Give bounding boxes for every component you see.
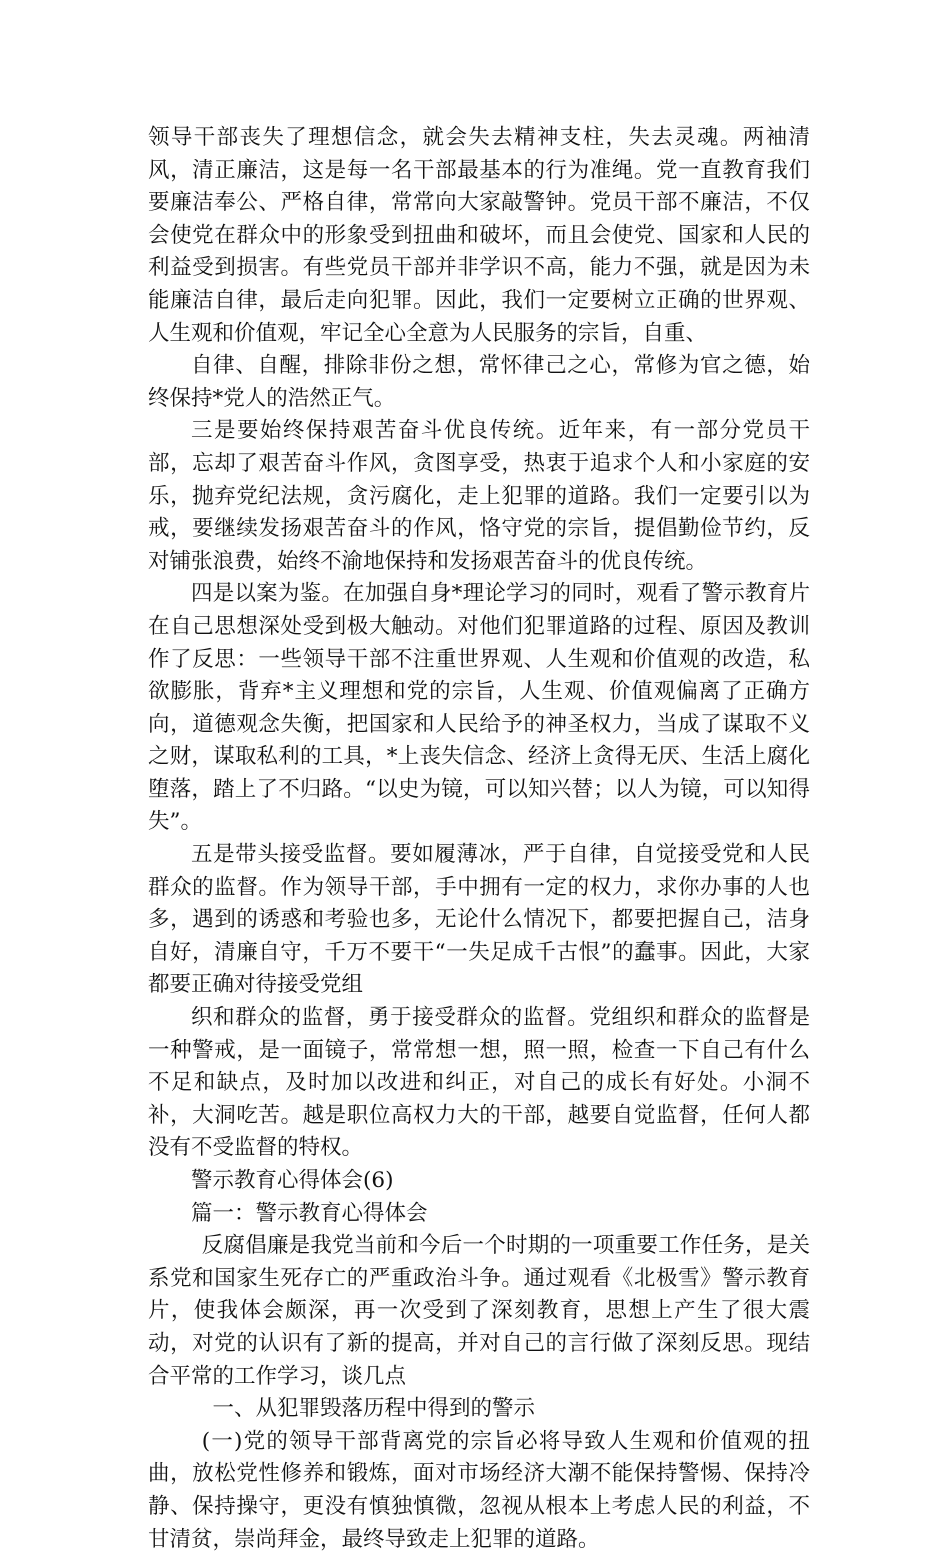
article-title: 篇一：警示教育心得体会 <box>191 1200 428 1226</box>
paragraph-1: 领导干部丧失了理想信念，就会失去精神支柱，失去灵魂。两袖清风，清正廉洁，这是每一名干部最基本的行为准绳。党一直教育我们要廉洁奉公、严格自律，常常向大家敲警钟。党员干部不廉洁，不仅会使党在群众中的形象受到扭曲和破坏，而且会使党、国家和人民的利益受到损害。有些党员干部并非学识不高，能力不强，就是因为未能廉洁自律，最后走向犯罪。因此，我们一定要树立正确的世界观、人生观和价值观，牢记全心全意为人民服务的宗旨，自重、 <box>148 125 810 346</box>
document-body <box>148 122 810 1556</box>
paragraph-3: 三是要始终保持艰苦奋斗优良传统。近年来，有一部分党员干部，忘却了艰苦奋斗作风，贪图享受，热衷于追求个人和小家庭的安乐，抛弃党纪法规，贪污腐化，走上犯罪的道路。我们一定要引以为戒，要继续发扬艰苦奋斗的作风，恪守党的宗旨，提倡勤俭节约，反对铺张浪费，始终不渝地保持和发扬艰苦奋斗的优良传统。 <box>148 418 810 574</box>
paragraph-5: 五是带头接受监督。要如履薄冰，严于自律，自觉接受党和人民群众的监督。作为领导干部，手中拥有一定的权力，求你办事的人也多，遇到的诱惑和考验也多，无论什么情况下，都要把握自己，洁身自好，清廉自守，千万不要干“一失足成千古恨”的蠢事。因此，大家都要正确对待接受党组 <box>148 842 810 998</box>
section-title: 警示教育心得体会(6) <box>191 1168 394 1193</box>
subheading: 一、从犯罪毁落历程中得到的警示 <box>212 1396 536 1422</box>
paragraph-7: 反腐倡廉是我党当前和今后一个时期的一项重要工作任务，是关系党和国家生死存亡的严重政治斗争。通过观看《北极雪》警示教育片，使我体会颇深，再一次受到了深刻教育，思想上产生了很大震动，对党的认识有了新的提高，并对自己的言行做了深刻反思。现结合平常的工作学习，谈几点 <box>148 1233 810 1389</box>
paragraph-2: 自律、自醒，排除非份之想，常怀律己之心，常修为官之德，始终保持*党人的浩然正气。 <box>148 353 810 411</box>
paragraph-4: 四是以案为鉴。在加强自身*理论学习的同时，观看了警示教育片在自己思想深处受到极大触动。对他们犯罪道路的过程、原因及教训作了反思：一些领导干部不注重世界观、人生观和价值观的改造，私欲膨胀，背弃*主义理想和党的宗旨，人生观、价值观偏离了正确方向，道德观念失衡，把国家和人民给予的神圣权力，当成了谋取不义之财，谋取私利的工具，*上丧失信念、经济上贪得无厌、生活上腐化堕落，踏上了不归路。“以史为镜，可以知兴替；以人为镜，可以知得失”。 <box>148 581 810 835</box>
paragraph-6: 织和群众的监督，勇于接受群众的监督。党组织和群众的监督是一种警戒，是一面镜子，常常想一想，照一照，检查一下自己有什么不足和缺点，及时加以改进和纠正，对自己的成长有好处。小洞不补，大洞吃苦。越是职位高权力大的干部，越要自觉监督，任何人都没有不受监督的特权。 <box>148 1005 810 1161</box>
paragraph-8: (一)党的领导干部背离党的宗旨必将导致人生观和价值观的扭曲，放松党性修养和锻炼，面对市场经济大潮不能保持警惕、保持冷静、保持操守，更没有慎独慎微，忽视从根本上考虑人民的利益，不甘清贫，崇尚拜金，最终导致走上犯罪的道路。 <box>148 1428 810 1552</box>
